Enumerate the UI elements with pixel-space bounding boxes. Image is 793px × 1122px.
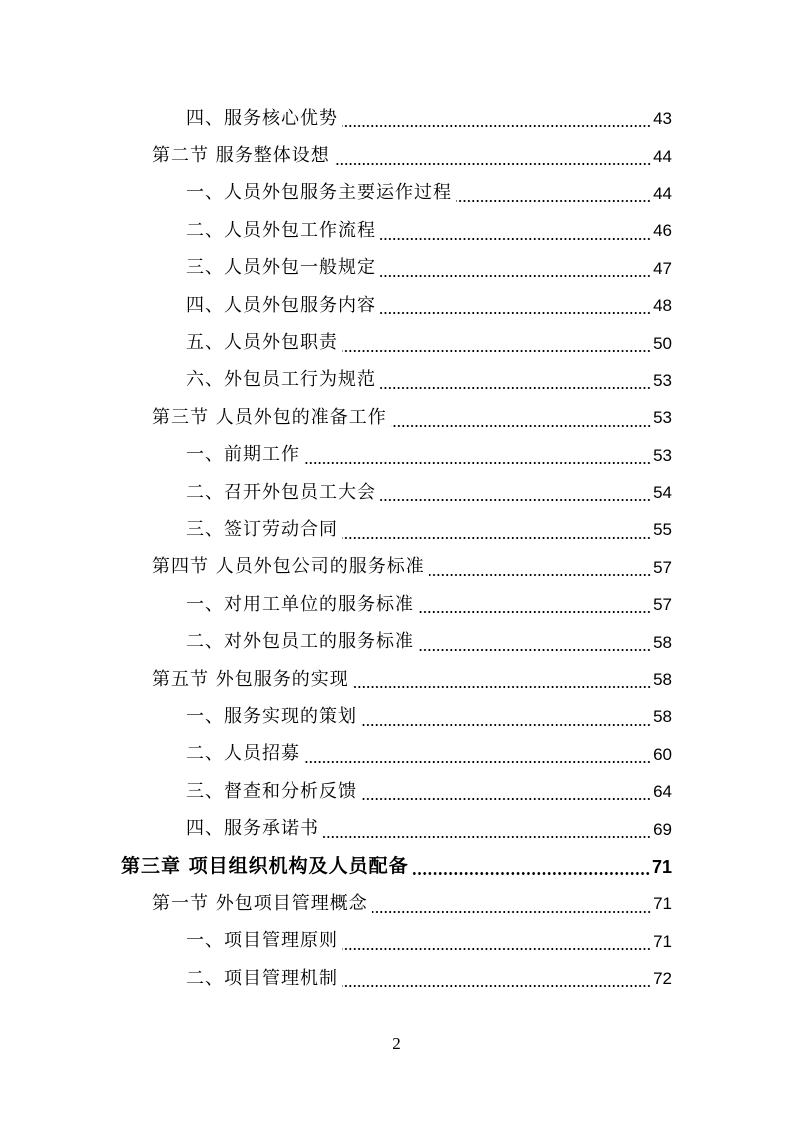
dot-leader: [342, 125, 651, 127]
toc-entry-item[interactable]: [0, 212, 793, 249]
toc-entry-label: 四、服务承诺书: [186, 818, 319, 840]
toc-entry-item[interactable]: [0, 773, 793, 810]
dot-leader: [361, 724, 651, 726]
dot-leader: [342, 948, 651, 950]
toc-entry-label: 一、服务实现的策划: [186, 705, 357, 727]
dot-leader: [429, 574, 651, 576]
toc-entry-page-number: 44: [653, 183, 672, 203]
toc-entry-page-number: 71: [653, 931, 672, 951]
toc-entry-item[interactable]: [0, 923, 793, 960]
toc-entry-page-number: 55: [653, 520, 672, 540]
toc-entry-label: 二、人员外包工作流程: [186, 219, 376, 241]
toc-entry-section[interactable]: [0, 885, 793, 922]
dot-leader: [304, 462, 651, 464]
toc-entry-chapter[interactable]: [0, 848, 793, 885]
toc-entry-page-number: 71: [653, 894, 672, 914]
toc-entry-section[interactable]: [0, 399, 793, 436]
toc-entry-item[interactable]: [0, 175, 793, 212]
toc-entry-page-number: 58: [653, 707, 672, 727]
toc-entry-label: 第五节 外包服务的实现: [152, 668, 349, 690]
dot-leader: [391, 425, 651, 427]
dot-leader: [342, 985, 651, 987]
toc-entry-page-number: 53: [653, 370, 672, 390]
toc-entry-section[interactable]: [0, 661, 793, 698]
toc-entry-page-number: 54: [653, 483, 672, 503]
toc-entry-item[interactable]: [0, 736, 793, 773]
dot-leader: [353, 686, 651, 688]
page-number: 2: [392, 1034, 401, 1053]
toc-entry-item[interactable]: [0, 698, 793, 735]
dot-leader: [380, 387, 651, 389]
toc-entry-label: 二、人员招募: [186, 743, 300, 765]
toc-entry-label: 第四节 人员外包公司的服务标准: [152, 556, 425, 578]
toc-entry-page-number: 46: [653, 221, 672, 241]
toc-entry-item[interactable]: [0, 511, 793, 548]
toc-entry-label: 二、召开外包员工大会: [186, 481, 376, 503]
toc-entry-page-number: 69: [653, 819, 672, 839]
toc-entry-page-number: 60: [653, 744, 672, 764]
dot-leader: [334, 163, 651, 165]
toc-entry-label: 第二节 服务整体设想: [152, 145, 330, 167]
toc-entry-item[interactable]: [0, 324, 793, 361]
toc-entry-item[interactable]: [0, 362, 793, 399]
toc-entry-item[interactable]: [0, 250, 793, 287]
toc-entry-label: 三、人员外包一般规定: [186, 257, 376, 279]
dot-leader: [304, 761, 651, 763]
dot-leader: [418, 611, 651, 613]
toc-entry-page-number: 53: [653, 445, 672, 465]
toc-entry-item[interactable]: [0, 474, 793, 511]
toc-entry-page-number: 64: [653, 782, 672, 802]
dot-leader: [413, 872, 650, 875]
toc-entry-item[interactable]: [0, 100, 793, 137]
toc-entry-label: 三、签订劳动合同: [186, 518, 338, 540]
toc-entry-label: 第一节 外包项目管理概念: [152, 892, 368, 914]
toc-entry-page-number: 50: [653, 333, 672, 353]
toc-entry-page-number: 57: [653, 557, 672, 577]
toc-entry-page-number: 47: [653, 258, 672, 278]
toc-entry-label: 二、项目管理机制: [186, 967, 338, 989]
toc-entry-label: 三、督查和分析反馈: [186, 780, 357, 802]
toc-entry-page-number: 72: [653, 969, 672, 989]
toc-entry-item[interactable]: [0, 437, 793, 474]
toc-entry-label: 一、项目管理原则: [186, 930, 338, 952]
toc-entry-page-number: 58: [653, 670, 672, 690]
toc-entry-label: 四、人员外包服务内容: [186, 294, 376, 316]
toc-entry-page-number: 43: [653, 109, 672, 129]
dot-leader: [380, 312, 651, 314]
dot-leader: [372, 911, 651, 913]
toc-entry-label: 一、人员外包服务主要运作过程: [186, 182, 452, 204]
toc-entry-item[interactable]: [0, 287, 793, 324]
toc-entry-label: 五、人员外包职责: [186, 332, 338, 354]
toc-entry-page-number: 58: [653, 632, 672, 652]
toc-entry-label: 第三章 项目组织机构及人员配备: [121, 855, 409, 877]
toc-entry-page-number: 57: [653, 595, 672, 615]
toc-entry-section[interactable]: [0, 549, 793, 586]
toc-entry-item[interactable]: [0, 960, 793, 997]
toc-entry-page-number: 48: [653, 296, 672, 316]
dot-leader: [418, 649, 651, 651]
dot-leader: [380, 275, 651, 277]
dot-leader: [323, 836, 651, 838]
toc-entry-page-number: 44: [653, 146, 672, 166]
toc-entry-label: 四、服务核心优势: [186, 107, 338, 129]
toc-entry-page-number: 71: [651, 856, 672, 877]
dot-leader: [361, 798, 651, 800]
toc-entry-label: 二、对外包员工的服务标准: [186, 631, 414, 653]
toc-entry-page-number: 53: [653, 408, 672, 428]
dot-leader: [380, 238, 651, 240]
toc-entry-item[interactable]: [0, 810, 793, 847]
toc-entry-item[interactable]: [0, 586, 793, 623]
dot-leader: [456, 200, 651, 202]
dot-leader: [342, 537, 651, 539]
dot-leader: [380, 499, 651, 501]
toc-entry-label: 一、前期工作: [186, 444, 300, 466]
toc-entry-label: 一、对用工单位的服务标准: [186, 593, 414, 615]
toc-entry-item[interactable]: [0, 623, 793, 660]
table-of-contents: [0, 100, 793, 997]
toc-entry-section[interactable]: [0, 137, 793, 174]
dot-leader: [342, 350, 651, 352]
toc-entry-label: 第三节 人员外包的准备工作: [152, 406, 387, 428]
toc-entry-label: 六、外包员工行为规范: [186, 369, 376, 391]
